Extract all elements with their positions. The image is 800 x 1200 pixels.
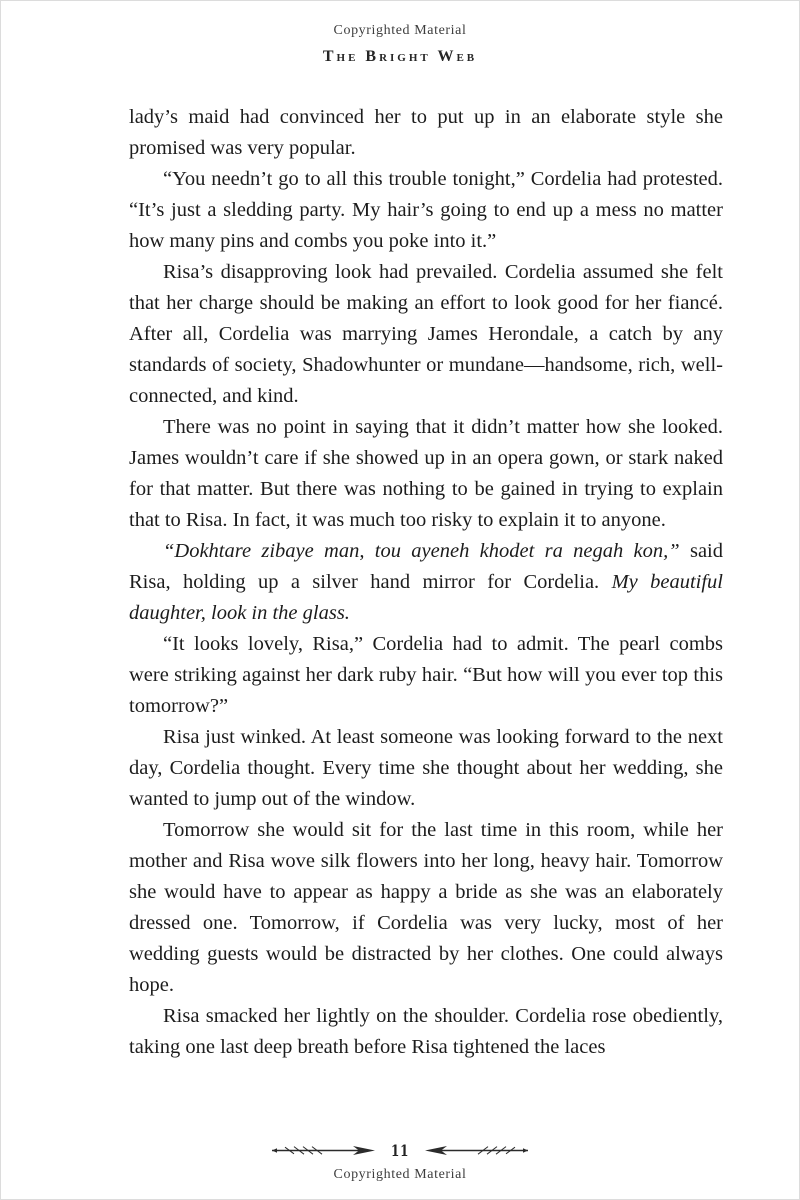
paragraph bbox=[129, 412, 723, 536]
copyright-notice-bottom: Copyrighted Material bbox=[333, 1167, 467, 1182]
paragraph bbox=[129, 722, 723, 815]
paragraph bbox=[129, 629, 723, 722]
arrow-ornament-right-icon bbox=[425, 1144, 529, 1157]
copyright-notice-top: Copyrighted Material bbox=[333, 23, 467, 38]
text-run: said Risa, holding up a silver hand mirror for Cordelia. bbox=[129, 540, 723, 593]
running-header: The Bright Web bbox=[322, 48, 478, 65]
folio-row bbox=[1, 1142, 799, 1158]
page-footer bbox=[1, 1142, 799, 1183]
paragraph bbox=[129, 102, 723, 164]
paragraph bbox=[129, 815, 723, 1001]
text-run: lady’s maid had convinced her to put up in an elaborate style she promised was very popular. bbox=[129, 106, 723, 159]
page-body bbox=[129, 102, 723, 1063]
text-run: Tomorrow she would sit for the last time in this room, while her mother and Risa wove silk flowers into her long, heavy hair. Tomorrow she would have to appear as happy a bride as she was an elaborately dressed one. Tomorrow, if Cordelia was very lucky, most of her wedding guests would be distracted by her clothes. One could always hope. bbox=[129, 819, 723, 996]
paragraph bbox=[129, 536, 723, 629]
paragraph bbox=[129, 1001, 723, 1063]
text-run: “You needn’t go to all this trouble tonight,” Cordelia had protested. “It’s just a sledding party. My hair’s going to end up a mess no matter how many pins and combs you poke into it.” bbox=[129, 168, 723, 252]
text-run: Risa just winked. At least someone was looking forward to the next day, Cordelia thought. Every time she thought about her wedding, she wanted to jump out of the window. bbox=[129, 726, 723, 810]
italic-text-run: “Dokhtare zibaye man, tou ayeneh khodet ra negah kon,” bbox=[163, 540, 680, 562]
text-run: Risa’s disapproving look had prevailed. Cordelia assumed she felt that her charge should be making an effort to look good for her fiancé. After all, Cordelia was marrying James Herondale, a catch by any standards of society, Shadowhunter or mundane—handsome, rich, well-connected, and kind. bbox=[129, 261, 723, 407]
text-run: There was no point in saying that it didn’t matter how she looked. James wouldn’t care if she showed up in an opera gown, or stark naked for that matter. But there was nothing to be gained in trying to explain that to Risa. In fact, it was much too risky to explain it to anyone. bbox=[129, 416, 723, 531]
page-number: 11 bbox=[390, 1140, 410, 1160]
paragraph bbox=[129, 164, 723, 257]
text-run: “It looks lovely, Risa,” Cordelia had to admit. The pearl combs were striking against her dark ruby hair. “But how will you ever top this tomorrow?” bbox=[129, 633, 723, 717]
paragraph bbox=[129, 257, 723, 412]
text-run: Risa smacked her lightly on the shoulder. Cordelia rose obediently, taking one last deep breath before Risa tightened the laces bbox=[129, 1005, 723, 1058]
italic-text-run: My beautiful daughter, look in the glass. bbox=[129, 571, 723, 624]
arrow-ornament-left-icon bbox=[271, 1144, 375, 1157]
